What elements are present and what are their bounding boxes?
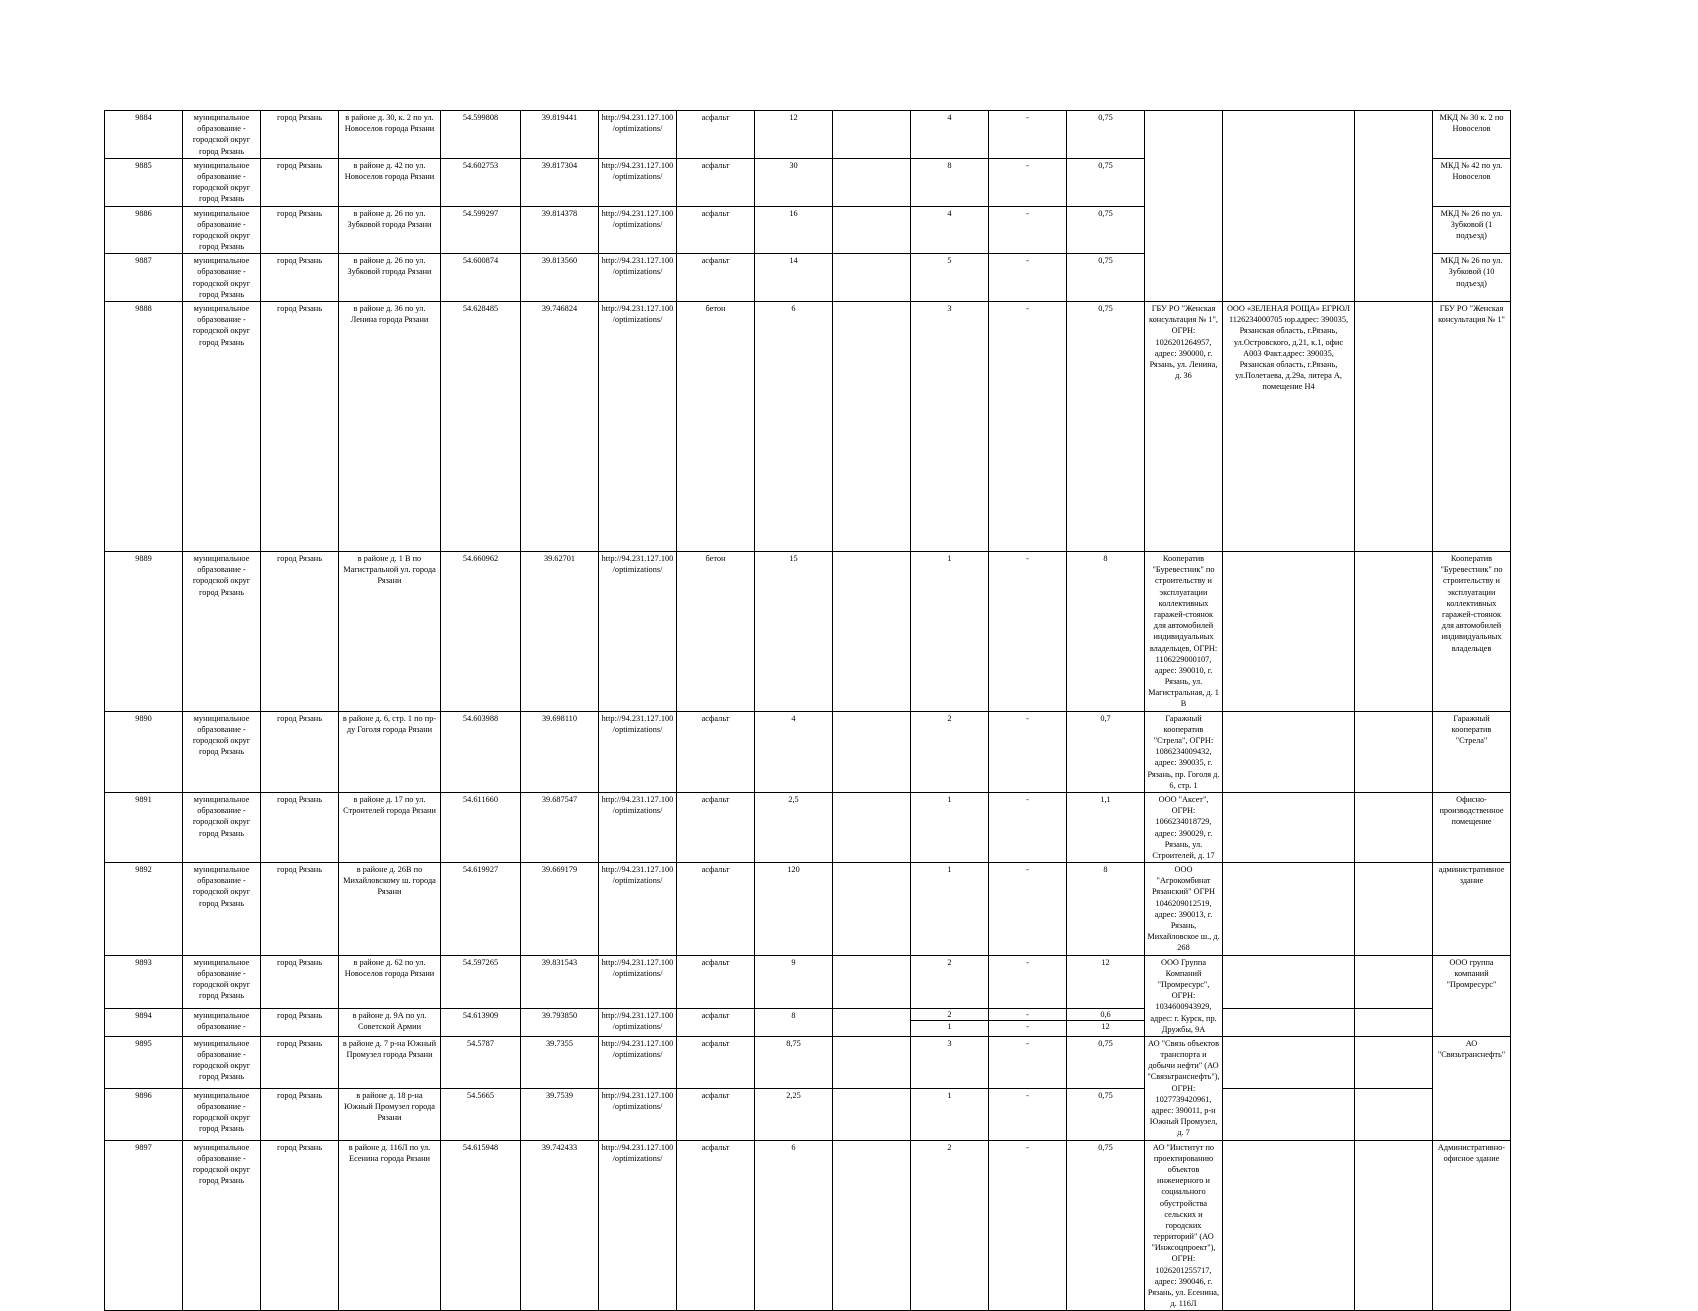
cell-c11 [833,206,911,254]
cell-reg [1223,711,1355,792]
cell-lon: 39.7539 [521,1088,599,1140]
table-row [105,863,1619,956]
cell-lat: 54.660962 [441,552,521,712]
cell-qty: 3 [911,1036,989,1088]
cell-owner: ООО "Аксет", ОГРН: 1066234018729, адрес: 390029, г. Рязань, ул. Строителей, д. 17 [1145,792,1223,862]
cell-lat: 54.613909 [441,1008,521,1036]
cell-lat: 54.615948 [441,1140,521,1311]
cell-reg: ООО «ЗЕЛЕНАЯ РОЩА» ЕГРЮЛ 1126234000705 юр.адрес: 390035, Рязанская область, г.Рязань, ул.Островского, д.21, к.1, офис А003 Факт.адрес: 390035, Рязанская область, г.Рязань, ул.Полетаева, д.29а, литера А, помещение Н4 [1223,302,1355,552]
cell-url: http://94.231.127.100/optimizations/ [599,158,677,206]
cell-addr: в районе д. 26 по ул. Зубковой города Рязани [339,206,441,254]
table-row [105,1036,1619,1088]
cell-area: 12 [755,111,833,159]
cell-url: http://94.231.127.100/optimizations/ [599,111,677,159]
cell-area: 16 [755,206,833,254]
cell-mo: муниципальное образование - городской округ город Рязань [183,1140,261,1311]
cell-num: 9891 [105,792,183,862]
cell-surface: асфальт [677,111,755,159]
cell-surface: асфальт [677,1140,755,1311]
cell-c11 [833,955,911,1008]
cell-surface: асфальт [677,206,755,254]
cell-reg [1223,552,1355,712]
cell-addr: в районе д. 7 р-на Южный Промузел города Рязани [339,1036,441,1088]
cell-vol: - [989,863,1067,956]
cell-city: город Рязань [261,955,339,1008]
cell-vol: - [989,206,1067,254]
cell-src: МКД № 42 по ул. Новоселов [1433,158,1511,206]
cell-qty: 1 [911,792,989,862]
cell-city: город Рязань [261,711,339,792]
table-row [105,955,1619,1008]
cell-url: http://94.231.127.100/optimizations/ [599,1088,677,1140]
cell-area: 8,75 [755,1036,833,1088]
cell-num: 9886 [105,206,183,254]
cell-c11 [833,1088,911,1140]
cell-qty: 2 [911,711,989,792]
cell-c17 [1355,863,1433,956]
cell-surface: асфальт [677,711,755,792]
cell-num: 9885 [105,158,183,206]
cell-area: 8 [755,1008,833,1036]
table-row [105,1140,1619,1311]
cell-lat: 54.619927 [441,863,521,956]
cell-city: город Рязань [261,1036,339,1088]
registry-body [105,111,1619,1311]
cell-reg [1223,1140,1355,1311]
cell-area: 120 [755,863,833,956]
cell-lon: 39.819441 [521,111,599,159]
cell-c11 [833,302,911,552]
cell-lat: 54.5665 [441,1088,521,1140]
cell-addr: в районе д. 17 по ул. Строителей города Рязани [339,792,441,862]
cell-qty-split [911,1008,989,1036]
cell-lon: 39.793850 [521,1008,599,1036]
cell-c17 [1355,552,1433,712]
cell-c17 [1355,955,1433,1008]
cell-cap: 0,75 [1067,1088,1145,1140]
cell-city: город Рязань [261,302,339,552]
cell-vol-a: - [1026,1009,1029,1019]
cell-lon: 39.746824 [521,302,599,552]
cell-c11 [833,1036,911,1088]
cell-src: МКД № 30 к. 2 по Новоселов [1433,111,1511,159]
cell-addr: в районе д. 6, стр. 1 по пр-ду Гоголя города Рязани [339,711,441,792]
cell-c11 [833,158,911,206]
cell-surface: асфальт [677,955,755,1008]
table-row [105,111,1619,159]
cell-qty: 2 [911,1140,989,1311]
cell-vol: - [989,254,1067,302]
cell-addr: в районе д. 1 В по Магистральной ул. города Рязани [339,552,441,712]
cell-city: город Рязань [261,254,339,302]
cell-cap: 0,75 [1067,158,1145,206]
cell-mo: муниципальное образование - городской округ город Рязань [183,711,261,792]
cell-qty: 4 [911,206,989,254]
cell-addr: в районе д. 26В по Михайловскому ш. города Рязани [339,863,441,956]
cell-owner: АО "Связь объектов транспорта и добычи нефти" (АО "Связьтранснефть"), ОГРН: 1027739420961, адрес: 390011, р-н Южный Промузел, д. 7 [1145,1036,1223,1140]
table-row [105,1088,1619,1140]
cell-vol: - [989,955,1067,1008]
cell-c11 [833,1140,911,1311]
cell-lat: 54.599808 [441,111,521,159]
cell-reg [1223,1088,1355,1140]
cell-reg [1223,955,1355,1008]
cell-vol: - [989,1036,1067,1088]
cell-mo: муниципальное образование - городской округ город Рязань [183,302,261,552]
cell-c11 [833,792,911,862]
cell-num: 9887 [105,254,183,302]
cell-reg [1223,1036,1355,1088]
cell-mo: муниципальное образование - городской округ город Рязань [183,863,261,956]
cell-lon: 39.831543 [521,955,599,1008]
cell-owner: ООО Группа Компаний "Промресурс", ОГРН: 1034600943929, адрес: г. Курск, пр. Дружбы, 9А [1145,955,1223,1036]
cell-surface: бетон [677,552,755,712]
cell-mo: муниципальное образование - городской округ город Рязань [183,955,261,1008]
cell-c11 [833,863,911,956]
cell-qty: 2 [911,955,989,1008]
cell-c17 [1355,111,1433,302]
cell-reg [1223,792,1355,862]
cell-src: ООО группа компаний "Промресурс" [1433,955,1511,1036]
cell-src: Офисно-производственное помещение [1433,792,1511,862]
cell-lon: 39.817304 [521,158,599,206]
cell-cap: 0,75 [1067,1036,1145,1088]
cell-c17 [1355,1036,1433,1088]
cell-vol-b: - [989,1020,1066,1032]
table-row [105,552,1619,712]
cell-mo: муниципальное образование - городской округ город Рязань [183,158,261,206]
cell-mo: муниципальное образование - городской округ город Рязань [183,1088,261,1140]
cell-lon: 39.698110 [521,711,599,792]
table-row [105,1008,1619,1036]
cell-num: 9892 [105,863,183,956]
cell-surface: асфальт [677,863,755,956]
cell-vol: - [989,111,1067,159]
cell-area: 14 [755,254,833,302]
cell-src: административное здание [1433,863,1511,956]
cell-c11 [833,111,911,159]
cell-qty: 1 [911,552,989,712]
cell-qty: 1 [911,1088,989,1140]
cell-owner: ООО "Агрокомбинат Рязанский" ОГРН 1046209012519, адрес: 390013, г. Рязань, Михайловское ш., д. 268 [1145,863,1223,956]
cell-url: http://94.231.127.100/optimizations/ [599,1008,677,1036]
cell-city: город Рязань [261,158,339,206]
cell-owner: Гаражный кооператив "Стрела", ОГРН: 1086234009432, адрес: 390035, г. Рязань, пр. Гоголя д. 6, стр. 1 [1145,711,1223,792]
cell-src: АО "Связьтранснефть" [1433,1036,1511,1140]
cell-lon: 39.742433 [521,1140,599,1311]
cell-lat: 54.600874 [441,254,521,302]
cell-qty-a: 2 [947,1009,952,1019]
cell-area: 9 [755,955,833,1008]
cell-src: МКД № 26 по ул. Зубковой (1 подъезд) [1433,206,1511,254]
cell-qty: 1 [911,863,989,956]
cell-mo: муниципальное образование - городской округ город Рязань [183,552,261,712]
cell-c17 [1355,711,1433,792]
cell-qty: 3 [911,302,989,552]
cell-addr: в районе д. 9А по ул. Советской Армии [339,1008,441,1036]
cell-mo: муниципальное образование - городской округ город Рязань [183,206,261,254]
cell-addr: в районе д. 116Л по ул. Есенина города Рязани [339,1140,441,1311]
cell-lon: 39.813560 [521,254,599,302]
cell-vol: - [989,1088,1067,1140]
cell-c17 [1355,792,1433,862]
cell-lon: 39.7355 [521,1036,599,1088]
cell-url: http://94.231.127.100/optimizations/ [599,552,677,712]
cell-lat: 54.603988 [441,711,521,792]
cell-vol: - [989,302,1067,552]
cell-cap: 0,75 [1067,302,1145,552]
cell-addr: в районе д. 42 по ул. Новоселов города Рязани [339,158,441,206]
cell-url: http://94.231.127.100/optimizations/ [599,863,677,956]
cell-lon: 39.687547 [521,792,599,862]
cell-addr: в районе д. 30, к. 2 по ул. Новоселов города Рязани [339,111,441,159]
cell-lon: 39.814378 [521,206,599,254]
cell-owner: Кооператив "Буревестник" по строительству и эксплуатации коллективных гаражей-стоянок для автомобилей индивидуальных владельцев, ОГРН: 1106229000107, адрес: 390010, г. Рязань, ул. Магистральная, д. 1 В [1145,552,1223,712]
cell-city: город Рязань [261,552,339,712]
cell-vol: - [989,792,1067,862]
cell-reg [1223,1008,1355,1036]
cell-surface: асфальт [677,1088,755,1140]
registry-table [104,110,1619,1311]
cell-cap-b: 12 [1067,1020,1144,1032]
cell-qty: 5 [911,254,989,302]
cell-num: 9884 [105,111,183,159]
cell-vol-split [989,1008,1067,1036]
cell-lat: 54.599297 [441,206,521,254]
cell-reg [1223,111,1355,302]
cell-num: 9896 [105,1088,183,1140]
cell-src: Административно-офисное здание [1433,1140,1511,1311]
cell-lat: 54.602753 [441,158,521,206]
cell-area: 2,25 [755,1088,833,1140]
cell-vol: - [989,711,1067,792]
cell-city: город Рязань [261,111,339,159]
cell-num: 9894 [105,1008,183,1036]
cell-url: http://94.231.127.100/optimizations/ [599,1036,677,1088]
table-row [105,711,1619,792]
cell-c17 [1355,1008,1433,1036]
cell-c11 [833,1008,911,1036]
table-row [105,792,1619,862]
cell-c11 [833,552,911,712]
cell-cap: 8 [1067,552,1145,712]
cell-num: 9890 [105,711,183,792]
cell-src: ГБУ РО "Женская консультация № 1" [1433,302,1511,552]
cell-url: http://94.231.127.100/optimizations/ [599,254,677,302]
cell-cap: 0,75 [1067,254,1145,302]
cell-area: 6 [755,302,833,552]
cell-vol: - [989,158,1067,206]
cell-qty: 4 [911,111,989,159]
cell-cap: 8 [1067,863,1145,956]
cell-qty: 8 [911,158,989,206]
cell-lat: 54.5787 [441,1036,521,1088]
cell-url: http://94.231.127.100/optimizations/ [599,792,677,862]
cell-owner [1145,111,1223,302]
cell-area: 15 [755,552,833,712]
cell-reg [1223,863,1355,956]
cell-addr: в районе д. 18 р-на Южный Промузел города Рязани [339,1088,441,1140]
cell-c17 [1355,302,1433,552]
cell-city: город Рязань [261,206,339,254]
cell-surface: асфальт [677,158,755,206]
cell-mo: муниципальное образование - городской округ город Рязань [183,254,261,302]
cell-mo: муниципальное образование - городской округ город Рязань [183,792,261,862]
cell-vol: - [989,1140,1067,1311]
cell-url: http://94.231.127.100/optimizations/ [599,955,677,1008]
cell-lat: 54.611660 [441,792,521,862]
cell-owner: ГБУ РО "Женская консультация № 1", ОГРН: 1026201264957, адрес: 390000, г. Рязань, ул. Ленина, д. 36 [1145,302,1223,552]
cell-cap-split [1067,1008,1145,1036]
cell-mo: муниципальное образование - [183,1008,261,1036]
cell-surface: асфальт [677,254,755,302]
cell-cap: 12 [1067,955,1145,1008]
cell-src: МКД № 26 по ул. Зубковой (10 подъезд) [1433,254,1511,302]
cell-surface: бетон [677,302,755,552]
cell-lon: 39.669179 [521,863,599,956]
cell-src: Кооператив "Буревестник" по строительству и эксплуатации коллективных гаражей-стоянок для автомобилей индивидуальных владельцев [1433,552,1511,712]
cell-num: 9897 [105,1140,183,1311]
cell-mo: муниципальное образование - городской округ город Рязань [183,1036,261,1088]
cell-url: http://94.231.127.100/optimizations/ [599,1140,677,1311]
cell-url: http://94.231.127.100/optimizations/ [599,206,677,254]
cell-src: Гаражный кооператив "Стрела" [1433,711,1511,792]
cell-c11 [833,254,911,302]
cell-vol: - [989,552,1067,712]
cell-cap: 0,75 [1067,1140,1145,1311]
cell-url: http://94.231.127.100/optimizations/ [599,711,677,792]
cell-city: город Рязань [261,1140,339,1311]
cell-area: 30 [755,158,833,206]
cell-area: 4 [755,711,833,792]
cell-c17 [1355,1140,1433,1311]
cell-city: город Рязань [261,863,339,956]
cell-surface: асфальт [677,792,755,862]
cell-mo: муниципальное образование - городской округ город Рязань [183,111,261,159]
cell-qty-b: 1 [911,1020,988,1032]
cell-owner: АО "Институт по проектированию объектов инженерного и социального обустройства сельских и городских территорий" (АО "Инжсоцпроект"), ОГРН: 1026201255717, адрес: 390046, г. Рязань, ул. Есенина, д. 116Л [1145,1140,1223,1311]
cell-c17 [1355,1088,1433,1140]
cell-surface: асфальт [677,1008,755,1036]
cell-surface: асфальт [677,1036,755,1088]
cell-lon: 39.62701 [521,552,599,712]
cell-lat: 54.597265 [441,955,521,1008]
cell-cap: 0,7 [1067,711,1145,792]
table-row [105,302,1619,552]
cell-num: 9889 [105,552,183,712]
cell-addr: в районе д. 36 по ул. Ленина города Рязани [339,302,441,552]
cell-cap: 0,75 [1067,206,1145,254]
cell-lat: 54.628485 [441,302,521,552]
cell-cap: 1,1 [1067,792,1145,862]
cell-num: 9895 [105,1036,183,1088]
cell-cap-a: 0,6 [1100,1009,1111,1019]
cell-area: 6 [755,1140,833,1311]
cell-num: 9893 [105,955,183,1008]
cell-c11 [833,711,911,792]
cell-addr: в районе д. 62 по ул. Новоселов города Рязани [339,955,441,1008]
cell-area: 2,5 [755,792,833,862]
cell-city: город Рязань [261,792,339,862]
cell-city: город Рязань [261,1008,339,1036]
cell-addr: в районе д. 26 по ул. Зубковой города Рязани [339,254,441,302]
cell-num: 9888 [105,302,183,552]
cell-city: город Рязань [261,1088,339,1140]
cell-cap: 0,75 [1067,111,1145,159]
cell-url: http://94.231.127.100/optimizations/ [599,302,677,552]
